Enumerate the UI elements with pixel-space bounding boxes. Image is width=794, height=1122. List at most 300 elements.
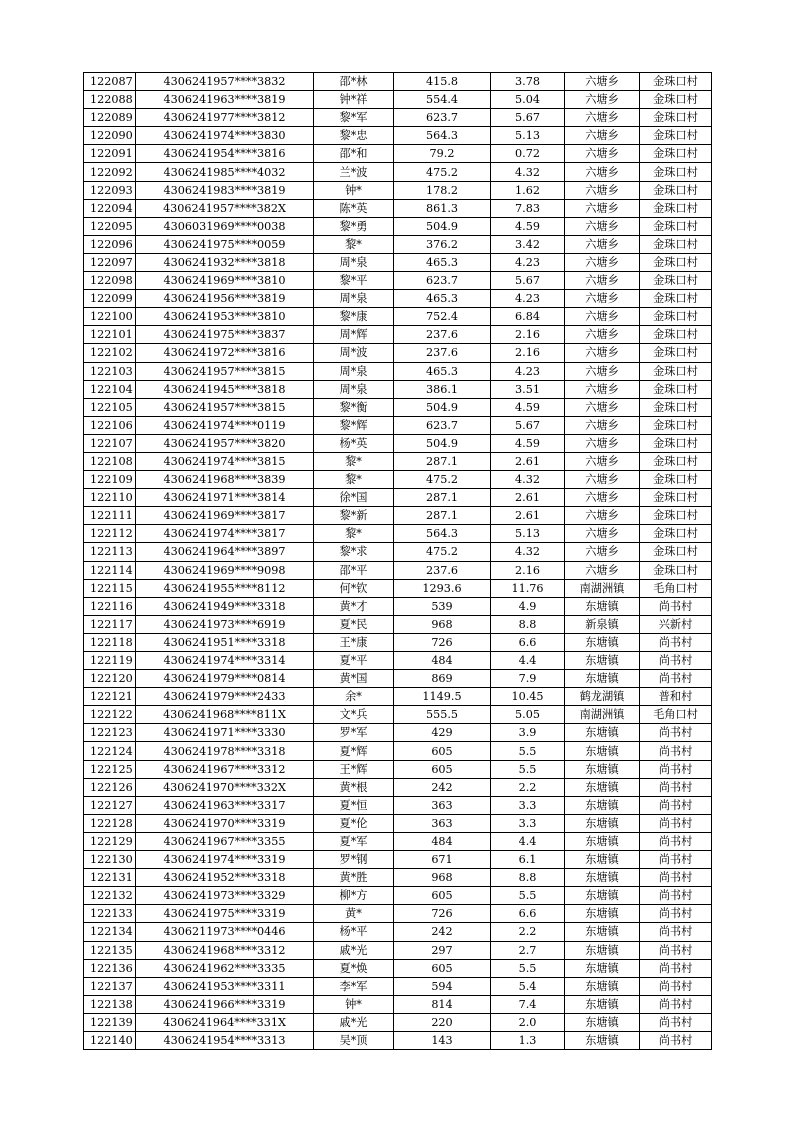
township-cell: 东塘镇 (565, 887, 640, 905)
name-cell: 黎*辉 (314, 416, 394, 434)
amount-cell: 504.9 (394, 217, 491, 235)
township-cell: 东塘镇 (565, 923, 640, 941)
area-cell: 1.62 (491, 181, 565, 199)
id-number-cell: 4306241970****332X (136, 778, 314, 796)
id-number-cell: 4306241967****3355 (136, 832, 314, 850)
id-number-cell: 4306241963****3317 (136, 796, 314, 814)
village-cell: 金珠口村 (640, 380, 712, 398)
township-cell: 六塘乡 (565, 543, 640, 561)
id-number-cell: 4306241975****0059 (136, 235, 314, 253)
amount-cell: 220 (394, 1013, 491, 1031)
village-cell: 尚书村 (640, 778, 712, 796)
record-number-cell: 122092 (84, 163, 136, 181)
village-cell: 尚书村 (640, 1031, 712, 1049)
table-row (84, 941, 712, 959)
area-cell: 4.23 (491, 253, 565, 271)
area-cell: 4.59 (491, 217, 565, 235)
table-row (84, 145, 712, 163)
id-number-cell: 4306241972****3816 (136, 344, 314, 362)
name-cell: 徐*国 (314, 489, 394, 507)
table-row (84, 579, 712, 597)
area-cell: 2.16 (491, 561, 565, 579)
village-cell: 尚书村 (640, 851, 712, 869)
village-cell: 尚书村 (640, 959, 712, 977)
name-cell: 杨*英 (314, 434, 394, 452)
amount-cell: 671 (394, 851, 491, 869)
amount-cell: 287.1 (394, 452, 491, 470)
record-number-cell: 122095 (84, 217, 136, 235)
id-number-cell: 4306241969****3817 (136, 507, 314, 525)
area-cell: 5.67 (491, 416, 565, 434)
amount-cell: 484 (394, 832, 491, 850)
record-number-cell: 122134 (84, 923, 136, 941)
table-row (84, 380, 712, 398)
table-row (84, 995, 712, 1013)
township-cell: 六塘乡 (565, 416, 640, 434)
township-cell: 六塘乡 (565, 235, 640, 253)
id-number-cell: 4306241967****3312 (136, 760, 314, 778)
id-number-cell: 4306031969****0038 (136, 217, 314, 235)
village-cell: 金珠口村 (640, 398, 712, 416)
amount-cell: 814 (394, 995, 491, 1013)
township-cell: 六塘乡 (565, 163, 640, 181)
name-cell: 邵*平 (314, 561, 394, 579)
area-cell: 3.3 (491, 814, 565, 832)
record-number-cell: 122106 (84, 416, 136, 434)
amount-cell: 475.2 (394, 543, 491, 561)
amount-cell: 465.3 (394, 362, 491, 380)
table-row (84, 416, 712, 434)
area-cell: 11.76 (491, 579, 565, 597)
township-cell: 六塘乡 (565, 489, 640, 507)
record-number-cell: 122103 (84, 362, 136, 380)
village-cell: 尚书村 (640, 652, 712, 670)
township-cell: 六塘乡 (565, 272, 640, 290)
record-number-cell: 122121 (84, 688, 136, 706)
table-row (84, 1031, 712, 1049)
area-cell: 3.3 (491, 796, 565, 814)
village-cell: 尚书村 (640, 760, 712, 778)
area-cell: 2.61 (491, 507, 565, 525)
area-cell: 4.23 (491, 290, 565, 308)
id-number-cell: 4306241968****811X (136, 706, 314, 724)
record-number-cell: 122125 (84, 760, 136, 778)
record-number-cell: 122138 (84, 995, 136, 1013)
area-cell: 5.4 (491, 977, 565, 995)
village-cell: 尚书村 (640, 1013, 712, 1031)
area-cell: 3.78 (491, 73, 565, 91)
area-cell: 5.5 (491, 887, 565, 905)
name-cell: 周*泉 (314, 253, 394, 271)
village-cell: 金珠口村 (640, 199, 712, 217)
table-row (84, 73, 712, 91)
name-cell: 钟* (314, 181, 394, 199)
township-cell: 六塘乡 (565, 507, 640, 525)
village-cell: 尚书村 (640, 796, 712, 814)
id-number-cell: 4306241951****3318 (136, 633, 314, 651)
table-row (84, 434, 712, 452)
table-row (84, 163, 712, 181)
township-cell: 东塘镇 (565, 977, 640, 995)
id-number-cell: 4306241979****0814 (136, 670, 314, 688)
record-number-cell: 122132 (84, 887, 136, 905)
record-number-cell: 122107 (84, 434, 136, 452)
amount-cell: 465.3 (394, 290, 491, 308)
name-cell: 王*康 (314, 633, 394, 651)
amount-cell: 968 (394, 615, 491, 633)
amount-cell: 237.6 (394, 326, 491, 344)
area-cell: 1.3 (491, 1031, 565, 1049)
record-number-cell: 122115 (84, 579, 136, 597)
amount-cell: 605 (394, 887, 491, 905)
name-cell: 钟* (314, 995, 394, 1013)
name-cell: 吴*顶 (314, 1031, 394, 1049)
township-cell: 六塘乡 (565, 380, 640, 398)
amount-cell: 539 (394, 597, 491, 615)
township-cell: 东塘镇 (565, 832, 640, 850)
township-cell: 东塘镇 (565, 959, 640, 977)
id-number-cell: 4306241973****3329 (136, 887, 314, 905)
name-cell: 罗*钢 (314, 851, 394, 869)
id-number-cell: 4306241957****3832 (136, 73, 314, 91)
township-cell: 六塘乡 (565, 525, 640, 543)
table-row (84, 832, 712, 850)
table-row (84, 778, 712, 796)
id-number-cell: 4306241966****3319 (136, 995, 314, 1013)
table-row (84, 217, 712, 235)
township-cell: 六塘乡 (565, 73, 640, 91)
area-cell: 5.67 (491, 109, 565, 127)
record-number-cell: 122130 (84, 851, 136, 869)
record-number-cell: 122129 (84, 832, 136, 850)
record-number-cell: 122108 (84, 452, 136, 470)
township-cell: 六塘乡 (565, 434, 640, 452)
id-number-cell: 4306241954****3313 (136, 1031, 314, 1049)
name-cell: 邵*和 (314, 145, 394, 163)
area-cell: 2.16 (491, 344, 565, 362)
amount-cell: 386.1 (394, 380, 491, 398)
village-cell: 金珠口村 (640, 145, 712, 163)
village-cell: 金珠口村 (640, 507, 712, 525)
village-cell: 尚书村 (640, 977, 712, 995)
name-cell: 黎*康 (314, 308, 394, 326)
name-cell: 黄*才 (314, 597, 394, 615)
id-number-cell: 4306241957****382X (136, 199, 314, 217)
amount-cell: 623.7 (394, 109, 491, 127)
record-number-cell: 122104 (84, 380, 136, 398)
township-cell: 六塘乡 (565, 253, 640, 271)
township-cell: 六塘乡 (565, 199, 640, 217)
amount-cell: 564.3 (394, 127, 491, 145)
table-row (84, 543, 712, 561)
village-cell: 金珠口村 (640, 73, 712, 91)
amount-cell: 363 (394, 814, 491, 832)
table-row (84, 489, 712, 507)
record-number-cell: 122135 (84, 941, 136, 959)
amount-cell: 623.7 (394, 416, 491, 434)
record-number-cell: 122088 (84, 91, 136, 109)
area-cell: 6.6 (491, 633, 565, 651)
id-number-cell: 4306241983****3819 (136, 181, 314, 199)
name-cell: 夏*伦 (314, 814, 394, 832)
township-cell: 东塘镇 (565, 724, 640, 742)
village-cell: 尚书村 (640, 633, 712, 651)
township-cell: 东塘镇 (565, 633, 640, 651)
id-number-cell: 4306241964****3897 (136, 543, 314, 561)
village-cell: 金珠口村 (640, 362, 712, 380)
area-cell: 7.9 (491, 670, 565, 688)
village-cell: 尚书村 (640, 869, 712, 887)
record-number-cell: 122099 (84, 290, 136, 308)
name-cell: 邵*林 (314, 73, 394, 91)
village-cell: 尚书村 (640, 905, 712, 923)
table-row (84, 670, 712, 688)
area-cell: 4.9 (491, 597, 565, 615)
name-cell: 黎*新 (314, 507, 394, 525)
village-cell: 尚书村 (640, 995, 712, 1013)
record-number-cell: 122116 (84, 597, 136, 615)
name-cell: 文*兵 (314, 706, 394, 724)
name-cell: 余* (314, 688, 394, 706)
id-number-cell: 4306241974****0119 (136, 416, 314, 434)
area-cell: 5.13 (491, 525, 565, 543)
record-number-cell: 122140 (84, 1031, 136, 1049)
village-cell: 金珠口村 (640, 561, 712, 579)
amount-cell: 968 (394, 869, 491, 887)
amount-cell: 504.9 (394, 434, 491, 452)
township-cell: 东塘镇 (565, 995, 640, 1013)
table-row (84, 326, 712, 344)
township-cell: 东塘镇 (565, 869, 640, 887)
township-cell: 东塘镇 (565, 814, 640, 832)
area-cell: 2.61 (491, 452, 565, 470)
township-cell: 东塘镇 (565, 851, 640, 869)
amount-cell: 564.3 (394, 525, 491, 543)
name-cell: 李*军 (314, 977, 394, 995)
name-cell: 黎*平 (314, 272, 394, 290)
area-cell: 5.5 (491, 760, 565, 778)
area-cell: 4.4 (491, 832, 565, 850)
name-cell: 周*波 (314, 344, 394, 362)
table-row (84, 887, 712, 905)
name-cell: 柳*方 (314, 887, 394, 905)
village-cell: 金珠口村 (640, 471, 712, 489)
amount-cell: 475.2 (394, 163, 491, 181)
area-cell: 2.7 (491, 941, 565, 959)
name-cell: 黎*军 (314, 109, 394, 127)
record-number-cell: 122131 (84, 869, 136, 887)
record-number-cell: 122110 (84, 489, 136, 507)
table-row (84, 199, 712, 217)
id-number-cell: 4306241957****3820 (136, 434, 314, 452)
id-number-cell: 4306241949****3318 (136, 597, 314, 615)
name-cell: 周*泉 (314, 380, 394, 398)
record-number-cell: 122117 (84, 615, 136, 633)
amount-cell: 287.1 (394, 489, 491, 507)
township-cell: 六塘乡 (565, 561, 640, 579)
record-number-cell: 122091 (84, 145, 136, 163)
record-number-cell: 122102 (84, 344, 136, 362)
amount-cell: 297 (394, 941, 491, 959)
village-cell: 尚书村 (640, 923, 712, 941)
township-cell: 六塘乡 (565, 344, 640, 362)
amount-cell: 1149.5 (394, 688, 491, 706)
record-number-cell: 122139 (84, 1013, 136, 1031)
table-row (84, 507, 712, 525)
name-cell: 夏*军 (314, 832, 394, 850)
record-number-cell: 122119 (84, 652, 136, 670)
table-row (84, 851, 712, 869)
area-cell: 4.32 (491, 543, 565, 561)
name-cell: 夏*平 (314, 652, 394, 670)
id-number-cell: 4306241969****9098 (136, 561, 314, 579)
id-number-cell: 4306241969****3810 (136, 272, 314, 290)
table-row (84, 633, 712, 651)
name-cell: 兰*波 (314, 163, 394, 181)
area-cell: 7.83 (491, 199, 565, 217)
township-cell: 鹤龙湖镇 (565, 688, 640, 706)
name-cell: 黄*国 (314, 670, 394, 688)
amount-cell: 752.4 (394, 308, 491, 326)
id-number-cell: 4306241974****3319 (136, 851, 314, 869)
township-cell: 六塘乡 (565, 217, 640, 235)
village-cell: 兴新村 (640, 615, 712, 633)
name-cell: 黄* (314, 905, 394, 923)
amount-cell: 415.8 (394, 73, 491, 91)
name-cell: 王*辉 (314, 760, 394, 778)
area-cell: 3.51 (491, 380, 565, 398)
record-number-cell: 122114 (84, 561, 136, 579)
area-cell: 3.42 (491, 235, 565, 253)
id-number-cell: 4306241979****2433 (136, 688, 314, 706)
id-number-cell: 4306211973****0446 (136, 923, 314, 941)
name-cell: 黄*根 (314, 778, 394, 796)
name-cell: 黎* (314, 471, 394, 489)
table-row (84, 452, 712, 470)
table-row (84, 362, 712, 380)
record-number-cell: 122097 (84, 253, 136, 271)
name-cell: 罗*军 (314, 724, 394, 742)
village-cell: 金珠口村 (640, 344, 712, 362)
table-row (84, 398, 712, 416)
id-number-cell: 4306241970****3319 (136, 814, 314, 832)
township-cell: 六塘乡 (565, 362, 640, 380)
area-cell: 6.6 (491, 905, 565, 923)
amount-cell: 1293.6 (394, 579, 491, 597)
township-cell: 东塘镇 (565, 597, 640, 615)
id-number-cell: 4306241974****3314 (136, 652, 314, 670)
township-cell: 东塘镇 (565, 1031, 640, 1049)
record-number-cell: 122113 (84, 543, 136, 561)
record-number-cell: 122136 (84, 959, 136, 977)
amount-cell: 237.6 (394, 561, 491, 579)
id-number-cell: 4306241971****3814 (136, 489, 314, 507)
village-cell: 金珠口村 (640, 91, 712, 109)
township-cell: 东塘镇 (565, 670, 640, 688)
village-cell: 金珠口村 (640, 308, 712, 326)
record-number-cell: 122087 (84, 73, 136, 91)
table-row (84, 742, 712, 760)
township-cell: 六塘乡 (565, 398, 640, 416)
amount-cell: 429 (394, 724, 491, 742)
area-cell: 4.59 (491, 434, 565, 452)
amount-cell: 605 (394, 742, 491, 760)
table-row (84, 181, 712, 199)
id-number-cell: 4306241932****3818 (136, 253, 314, 271)
name-cell: 黎*忠 (314, 127, 394, 145)
area-cell: 6.1 (491, 851, 565, 869)
township-cell: 六塘乡 (565, 471, 640, 489)
village-cell: 金珠口村 (640, 326, 712, 344)
id-number-cell: 4306241953****3311 (136, 977, 314, 995)
amount-cell: 605 (394, 959, 491, 977)
record-number-cell: 122127 (84, 796, 136, 814)
area-cell: 2.61 (491, 489, 565, 507)
record-number-cell: 122123 (84, 724, 136, 742)
id-number-cell: 4306241964****331X (136, 1013, 314, 1031)
table-row (84, 597, 712, 615)
record-number-cell: 122122 (84, 706, 136, 724)
name-cell: 夏*恒 (314, 796, 394, 814)
record-number-cell: 122124 (84, 742, 136, 760)
name-cell: 钟*祥 (314, 91, 394, 109)
record-number-cell: 122118 (84, 633, 136, 651)
name-cell: 夏*焕 (314, 959, 394, 977)
village-cell: 金珠口村 (640, 290, 712, 308)
name-cell: 杨*平 (314, 923, 394, 941)
table-row (84, 706, 712, 724)
area-cell: 5.5 (491, 959, 565, 977)
area-cell: 2.2 (491, 778, 565, 796)
record-number-cell: 122120 (84, 670, 136, 688)
table-row (84, 109, 712, 127)
village-cell: 尚书村 (640, 724, 712, 742)
record-number-cell: 122089 (84, 109, 136, 127)
area-cell: 2.0 (491, 1013, 565, 1031)
table-row (84, 525, 712, 543)
area-cell: 4.23 (491, 362, 565, 380)
village-cell: 金珠口村 (640, 416, 712, 434)
table-row (84, 652, 712, 670)
record-number-cell: 122112 (84, 525, 136, 543)
id-number-cell: 4306241975****3837 (136, 326, 314, 344)
amount-cell: 376.2 (394, 235, 491, 253)
township-cell: 东塘镇 (565, 796, 640, 814)
name-cell: 戚*光 (314, 941, 394, 959)
township-cell: 东塘镇 (565, 1013, 640, 1031)
township-cell: 东塘镇 (565, 742, 640, 760)
area-cell: 8.8 (491, 869, 565, 887)
table-row (84, 471, 712, 489)
name-cell: 戚*光 (314, 1013, 394, 1031)
id-number-cell: 4306241955****8112 (136, 579, 314, 597)
amount-cell: 623.7 (394, 272, 491, 290)
amount-cell: 363 (394, 796, 491, 814)
record-number-cell: 122101 (84, 326, 136, 344)
amount-cell: 861.3 (394, 199, 491, 217)
amount-cell: 237.6 (394, 344, 491, 362)
table-row (84, 615, 712, 633)
id-number-cell: 4306241975****3319 (136, 905, 314, 923)
name-cell: 何*钦 (314, 579, 394, 597)
amount-cell: 143 (394, 1031, 491, 1049)
village-cell: 尚书村 (640, 742, 712, 760)
id-number-cell: 4306241954****3816 (136, 145, 314, 163)
name-cell: 周*泉 (314, 362, 394, 380)
table-row (84, 760, 712, 778)
id-number-cell: 4306241956****3819 (136, 290, 314, 308)
amount-cell: 242 (394, 778, 491, 796)
